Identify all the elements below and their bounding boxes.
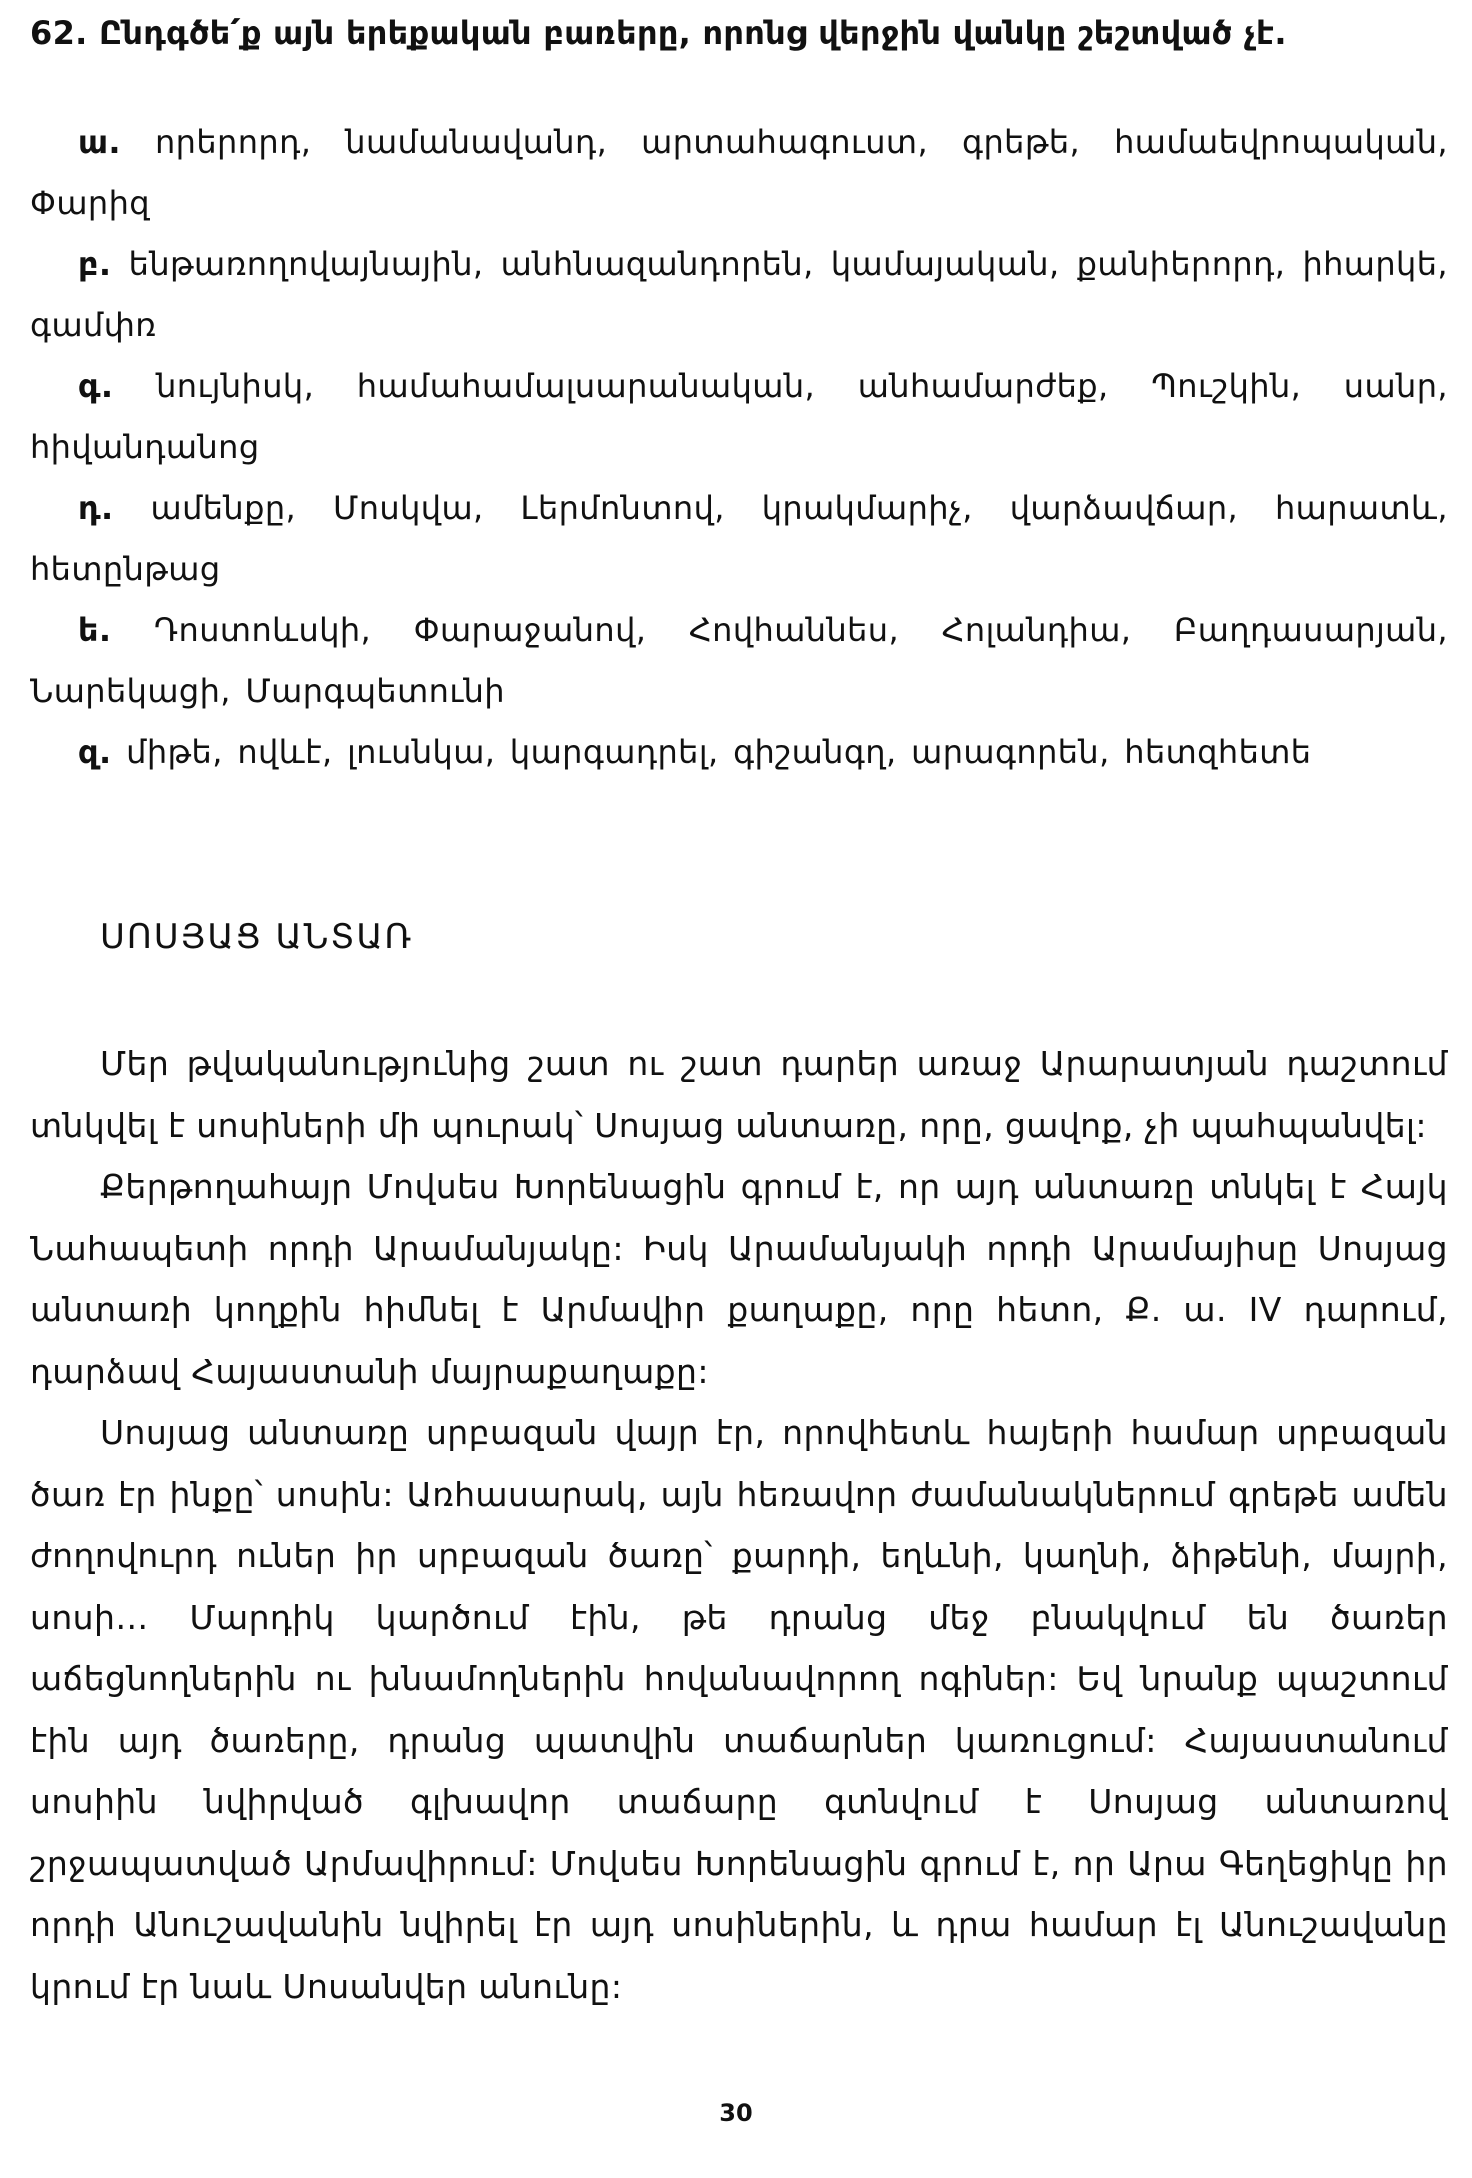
option-words: որերորդ, նամանավանդ, արտահագուստ, գրեթե, համաեվրոպական, Փարիզ	[30, 123, 1448, 222]
option-words: ենթառողովայնային, անհնազանդորեն, կամայական, քանիերորդ, իհարկե, գամփռ	[30, 245, 1448, 344]
option-b	[30, 234, 1448, 356]
option-letter: բ.	[78, 245, 112, 283]
option-e	[30, 600, 1448, 722]
option-g	[30, 356, 1448, 478]
option-letter: զ.	[78, 733, 112, 771]
page-number: 30	[719, 2099, 753, 2127]
option-words: նույնիսկ, համահամալսարանական, անհամարժեք, Պուշկին, սանր, հիվանդանոց	[30, 367, 1448, 466]
section-heading: ՍՈՍՅԱՑ ԱՆՏԱՌ	[100, 917, 414, 957]
article-paragraph: Սոսյաց անտառը սրբազան վայր էր, որովհետև հայերի համար սրբազան ծառ էր ինքը՝ սոսին: Առհասարակ, այն հեռավոր ժամանակներում գրեթե ամեն ժողովուրդ ուներ իր սրբազան ծառը՝ քարդի, եղևնի, կաղնի, ձիթենի, մայրի, սոսի… Մարդիկ կարծում էին, թե դրանց մեջ բնակվում են ծառեր աճեցնողներին ու խնամողներին հովանավորող ոգիներ: Եվ նրանք պաշտում էին այդ ծառերը, դրանց պատվին տաճարներ կառուցում: Հայաստանում սոսիին նվիրված գլխավոր տաճարը գտնվում է Սոսյաց անտառով շրջապատված Արմավիրում: Մովսես Խորենացին գրում է, որ Արա Գեղեցիկը իր որդի Անուշավանին նվիրել էր այդ սոսիներին, և դրա համար էլ Անուշավանը կրում էր նաև Սոսանվեր անունը:	[30, 1413, 1448, 2006]
option-words: Դոստոևսկի, Փարաջանով, Հովհաննես, Հոլանդիա, Բաղդասարյան, Նարեկացի, Մարգպետունի	[30, 611, 1449, 710]
article-paragraph: Քերթողահայր Մովսես Խորենացին գրում է, որ այդ անտառը տնկել է Հայկ Նահապետի որդի Արամանյակը: Իսկ Արամանյակի որդի Արամայիսը Սոսյաց անտառի կողքին հիմնել է Արմավիր քաղաքը, որը հետո, Ք. ա. IV դարում, դարձավ Հայաստանի մայրաքաղաքը:	[30, 1167, 1448, 1391]
option-letter: գ.	[78, 367, 114, 405]
option-letter: ա.	[78, 123, 121, 161]
option-words: ամենքը, Մոսկվա, Լերմոնտով, կրակմարիչ, վարձավճար, հարատև, հետընթաց	[30, 489, 1449, 588]
option-letter: ե.	[78, 611, 112, 649]
option-a	[30, 112, 1448, 234]
article-paragraph: Մեր թվականությունից շատ ու շատ դարեր առաջ Արարատյան դաշտում տնկվել է սոսիների մի պուրակ՝ Սոսյաց անտառը, որը, ցավոք, չի պահպանվել:	[30, 1044, 1448, 1145]
exercise-options	[30, 112, 1448, 783]
exercise-title: 62. Ընդգծե՛ք այն երեքական բառերը, որոնց վերջին վանկը շեշտված չէ.	[30, 14, 1287, 52]
option-z	[30, 722, 1448, 783]
option-words: միթե, ովևէ, լուսնկա, կարգադրել, գիշանգղ, արագորեն, հետզհետե	[126, 733, 1312, 771]
option-letter: դ.	[78, 489, 114, 527]
option-d	[30, 478, 1448, 600]
article-body	[30, 1033, 1448, 2017]
